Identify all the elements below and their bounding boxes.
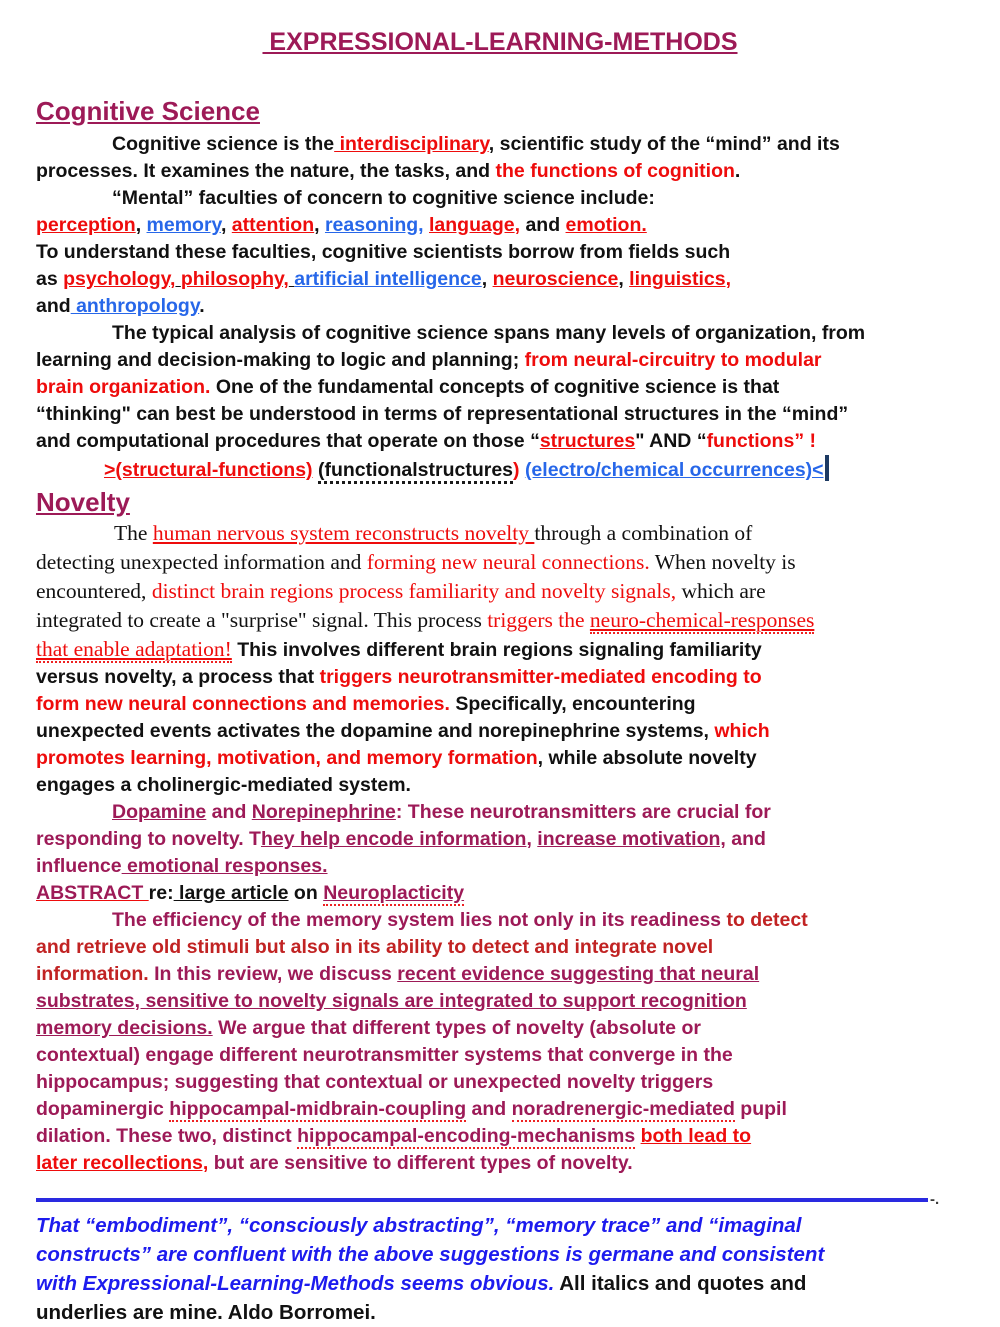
text-run: increase motivation, (537, 828, 726, 850)
text-run: constructs” are confluent with the above suggestions is germane and consistent (36, 1243, 825, 1266)
text-run: ) (513, 459, 520, 481)
text-run: hippocampal-midbrain-coupling (169, 1098, 467, 1120)
text-run: emotional responses. (121, 855, 328, 877)
text-run: That “embodiment”, “consciously abstracting”, “memory trace” and “imaginal (36, 1214, 802, 1237)
text-run: which are (676, 579, 766, 603)
text-run: hippocampus; suggesting that contextual or unexpected novelty triggers (36, 1071, 714, 1093)
text-run: underlies are mine. Aldo Borromei. (36, 1301, 376, 1324)
text-run: (functionalstructures (318, 459, 513, 484)
text-run: neuro-chemical-responses (589, 608, 815, 632)
text-run: , (618, 268, 630, 290)
text-run: and (466, 1098, 512, 1120)
text-run: : These neurotransmitters are crucial for (395, 801, 771, 823)
text-run: triggers neurotransmitter-mediated encoding to (319, 666, 762, 688)
text-run: hey help encode information (260, 828, 527, 850)
text-run: , (220, 214, 232, 236)
text-run: memory decisions. (36, 1017, 213, 1039)
section-heading-novelty: Novelty (36, 487, 130, 517)
section-heading-cognitive-science: Cognitive Science (36, 96, 260, 126)
text-run: “Mental” faculties of concern to cognitive science include: (112, 187, 655, 209)
text-run: , (135, 214, 147, 236)
text-run: , (526, 828, 538, 850)
text-run: (electro/chemical occurrences)< (524, 459, 824, 481)
text-run: later recollections, (36, 1152, 209, 1174)
paragraph-abstract (36, 907, 964, 1177)
paragraph-novelty (36, 519, 964, 799)
text-run: neuroscience (492, 268, 619, 290)
text-run: human nervous system reconstructs novelty (152, 521, 535, 545)
text-run: emotion. (565, 214, 647, 236)
text-run: brain organization. (36, 376, 211, 398)
text-run: substrates, sensitive to novelty signals are integrated to support recognition (36, 990, 747, 1012)
text-run: versus novelty, a process that (36, 666, 320, 688)
text-run: , (514, 214, 521, 236)
text-run: interdisciplinary (334, 133, 489, 155)
text-run: dopaminergic (36, 1098, 170, 1120)
text-run: pupil (734, 1098, 787, 1120)
text-run: anthropology (70, 295, 200, 317)
text-run: psychology, (63, 268, 176, 290)
text-run: to detect (726, 909, 808, 931)
text-run: “ (530, 430, 540, 452)
text-run: contextual) engage different neurotransmitter systems that converge in the (36, 1044, 733, 1066)
text-run: and (520, 214, 566, 236)
text-run: When novelty is (649, 550, 796, 574)
text-run: forming new neural connections. (366, 550, 650, 574)
text-run: responding to novelty. T (36, 828, 261, 850)
text-run: One of the fundamental concepts of cognitive science is that (210, 376, 780, 398)
text-run: engages a cholinergic-mediated system. (36, 774, 411, 796)
text-run: To understand these faculties, cognitive scientists borrow from fields such (36, 241, 731, 263)
text-run: Norepinephrine (251, 801, 396, 823)
text-run: and (36, 295, 71, 317)
text-run: influence (36, 855, 122, 877)
text-run: perception (36, 214, 136, 236)
text-run: Cognitive science is the (112, 133, 335, 155)
divider-line (36, 1198, 928, 1202)
text-run: hippocampal-encoding-mechanisms (297, 1125, 636, 1147)
text-run: “thinking" can best be understood in terms of representational structures in the “mind” (36, 403, 849, 425)
text-run: We argue that different types of novelty (absolute or (212, 1017, 701, 1039)
text-run: both lead to (640, 1125, 752, 1147)
text-run: ” ! (794, 430, 816, 452)
text-run: which (714, 720, 770, 742)
text-run: and retrieve old stimuli but also in its ability to detect and integrate novel (36, 936, 714, 958)
text-run: artificial intelligence (294, 268, 482, 290)
text-run: integrated to create a "surprise" signal. This process (36, 608, 488, 632)
text-run: functions (706, 430, 795, 452)
text-run: , scientific study of the “mind” and its (488, 133, 840, 155)
text-run: linguistics, (629, 268, 732, 290)
text-run: attention (231, 214, 315, 236)
text-run: dilation. These two, distinct (36, 1125, 298, 1147)
divider (36, 1191, 964, 1208)
text-run: noradrenergic-mediated (511, 1098, 735, 1120)
text-run: AND (649, 430, 697, 452)
text-run: , (314, 214, 325, 236)
text-run: through a combination of (534, 521, 753, 545)
text-run: " (635, 430, 650, 452)
text-run: promotes learning, motivation, and memory formation (36, 747, 538, 769)
text-run: , (418, 214, 424, 236)
text-run: that enable adaptation! (36, 637, 232, 661)
text-run: This involves different brain regions signaling familiarity (237, 639, 762, 661)
paragraph-dopamine-norepinephrine (36, 799, 964, 880)
text-run: structures (539, 430, 636, 452)
text-run: Neuroplacticity (323, 882, 465, 904)
text-run: distinct brain regions process familiarity and novelty signals, (151, 579, 677, 603)
text-run: recent evidence suggesting that neural (397, 963, 760, 985)
text-run: but are sensitive to different types of novelty. (208, 1152, 633, 1174)
text-run: form new neural connections and memories. (36, 693, 450, 715)
text-run: from neural-circuitry to modular (524, 349, 822, 371)
text-run: , (481, 268, 493, 290)
document-title: EXPRESSIONAL-LEARNING-METHODS (262, 28, 738, 56)
text-run: ABSTRACT (36, 882, 149, 904)
text-run: philosophy, (180, 268, 289, 290)
text-run: with Expressional-Learning-Methods seems obvious. (36, 1272, 555, 1295)
text-run: >(structural-functions) (104, 459, 313, 481)
text-run: the functions of cognition (495, 160, 735, 182)
text-run: detecting unexpected information and (36, 550, 367, 574)
text-run: and (725, 828, 766, 850)
text-run: , while absolute novelty (537, 747, 757, 769)
paragraph-cognitive-science-1 (36, 131, 964, 320)
text-run: . (199, 295, 205, 317)
text-run: memory (146, 214, 221, 236)
paragraph-cognitive-science-2 (36, 320, 964, 484)
text-run: as (36, 268, 64, 290)
text-run: and computational procedures that operate on those (36, 430, 531, 452)
divider-end-mark: -. (930, 1191, 940, 1208)
paragraph-footer-note (36, 1211, 964, 1327)
text-run: large article (173, 882, 289, 904)
abstract-heading-line (36, 880, 964, 907)
text-run: triggers the (487, 608, 590, 632)
text-run: language (429, 214, 515, 236)
text-run: “ (696, 430, 707, 452)
text-cursor-bar (825, 455, 829, 481)
text-run: The efficiency of the memory system lies not only in its readiness (112, 909, 727, 931)
text-run: and (206, 801, 252, 823)
text-run: re: (148, 882, 174, 904)
text-run: All italics and quotes and (554, 1272, 807, 1295)
text-run: reasoning (324, 214, 419, 236)
text-run: on (288, 882, 324, 904)
text-run: unexpected events activates the dopamine and norepinephrine systems, (36, 720, 715, 742)
text-run: The (114, 521, 153, 545)
text-run: Dopamine (112, 801, 207, 823)
text-run: learning and decision-making to logic and planning; (36, 349, 525, 371)
text-run: Specifically, encountering (449, 693, 696, 715)
text-run: In this review, we discuss (148, 963, 398, 985)
text-run: . (734, 160, 741, 182)
text-run: processes. It examines the nature, the tasks, and (36, 160, 496, 182)
text-run: information. (36, 963, 149, 985)
text-run: encountered, (36, 579, 152, 603)
text-run: The typical analysis of cognitive science spans many levels of organization, from (112, 322, 866, 344)
